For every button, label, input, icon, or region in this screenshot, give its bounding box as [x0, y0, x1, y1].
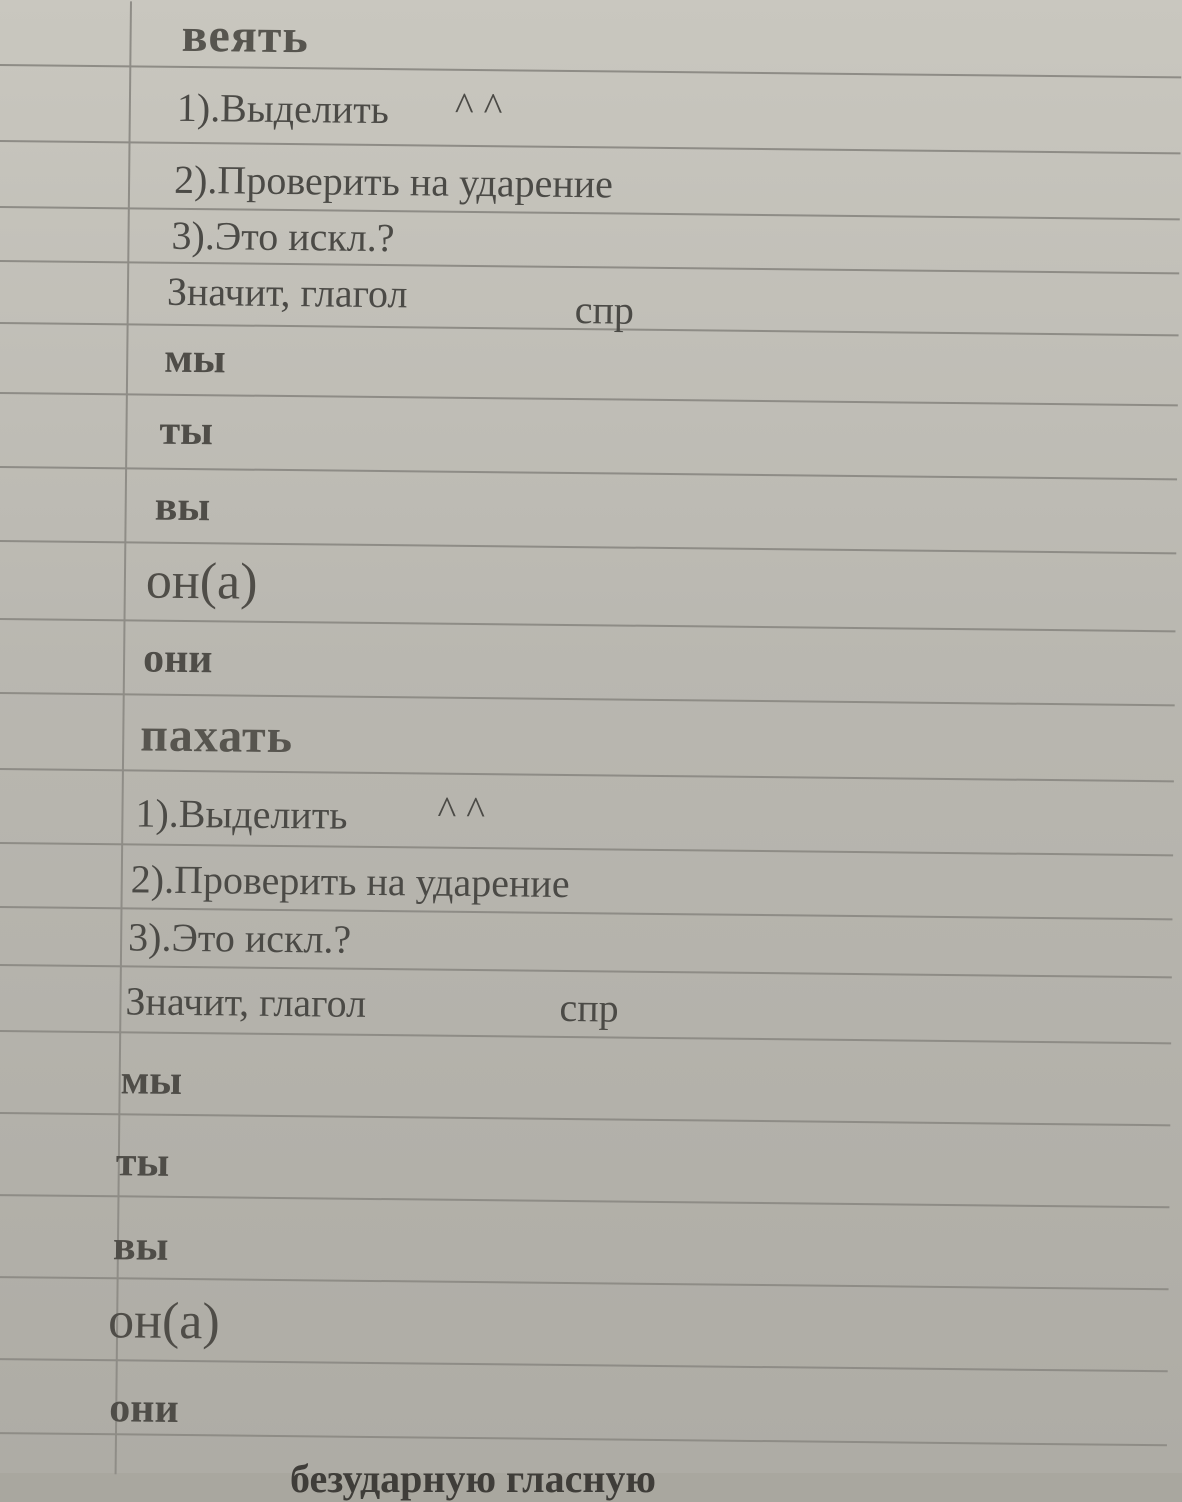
stress-marks: ^ ^ — [454, 83, 503, 130]
pronoun-row — [0, 540, 1176, 632]
conclusion-suffix: спр — [559, 984, 619, 1031]
pronoun: они — [142, 635, 213, 683]
step-3: 3).Это искл.? — [171, 212, 395, 261]
conclusion-prefix: Значит, глагол — [125, 978, 367, 1026]
pronoun-row — [0, 1112, 1170, 1208]
pronoun: они — [109, 1385, 179, 1432]
step-1: 1).Выделить — [176, 84, 390, 133]
conclusion-prefix: Значит, глагол — [166, 268, 408, 317]
pronoun: вы — [154, 483, 211, 531]
verb-title: пахать — [140, 708, 294, 764]
step-3: 3).Это искл.? — [127, 914, 352, 962]
step-1: 1).Выделить — [135, 790, 348, 838]
pronoun: он(а) — [145, 552, 258, 611]
pronoun-row — [0, 1194, 1169, 1290]
verb-row — [0, 692, 1175, 782]
pronoun: ты — [115, 1139, 170, 1186]
pronoun-row — [0, 1276, 1169, 1372]
pronoun: мы — [120, 1057, 183, 1104]
pronoun: ты — [159, 407, 214, 455]
step-row — [0, 64, 1181, 154]
step-2: 2).Проверить на ударение — [173, 156, 614, 207]
verb-title: веять — [181, 8, 310, 64]
conclusion-suffix: спр — [574, 287, 635, 333]
step-2: 2).Проверить на ударение — [130, 856, 570, 907]
bottom-cutoff-text: безударную гласную — [290, 1456, 656, 1501]
pronoun: вы — [112, 1223, 169, 1270]
pronoun: он(а) — [107, 1292, 221, 1351]
pronoun-row — [0, 1030, 1171, 1126]
pronoun: мы — [164, 335, 226, 383]
pronoun-row — [0, 1358, 1168, 1446]
stress-marks: ^ ^ — [437, 787, 486, 834]
